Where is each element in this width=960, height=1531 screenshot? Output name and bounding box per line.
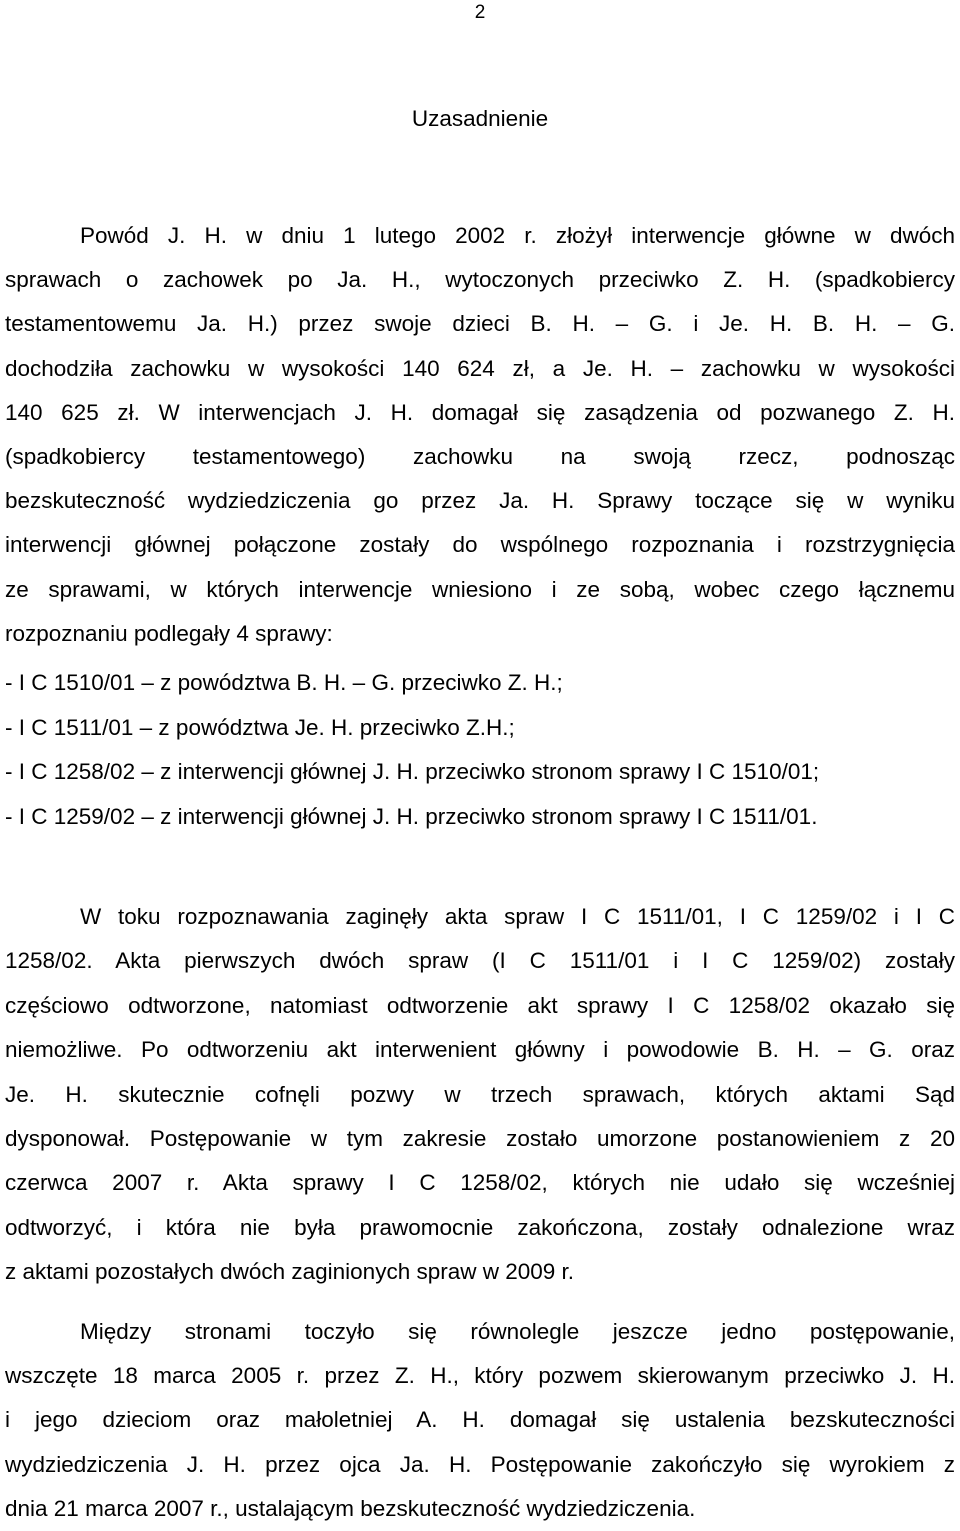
- text-line: Między stronami toczyło się równolegle jeszcze jedno postępowanie,: [80, 1319, 955, 1344]
- list-item: - I C 1258/02 – z interwencji głównej J. H. przeciwko stronom sprawy I C 1510/01;: [5, 759, 820, 784]
- paragraph-1: [5, 214, 955, 656]
- text-line: dysponował. Postępowanie w tym zakresie zostało umorzone postanowieniem z 20: [5, 1126, 955, 1152]
- text-line: i jego dzieciom oraz małoletniej A. H. domagał się ustalenia bezskuteczności: [5, 1407, 955, 1433]
- document-title: Uzasadnienie: [411, 106, 549, 131]
- text-line: z aktami pozostałych dwóch zaginionych spraw w 2009 r.: [5, 1259, 575, 1285]
- text-line: Je. H. skutecznie cofnęli pozwy w trzech sprawach, których aktami Sąd: [5, 1081, 955, 1107]
- text-line: bezskuteczność wydziedziczenia go przez Ja. H. Sprawy toczące się w wyniku: [5, 488, 955, 514]
- text-line: wydziedziczenia J. H. przez ojca Ja. H. Postępowanie zakończyło się wyrokiem z: [5, 1451, 955, 1477]
- text-line: ze sprawami, w których interwencje wniesiono i ze sobą, wobec czego łącznemu: [5, 576, 955, 602]
- text-line: sprawach o zachowek po Ja. H., wytoczonych przeciwko Z. H. (spadkobiercy: [5, 267, 955, 293]
- text-line: czerwca 2007 r. Akta sprawy I C 1258/02, których nie udało się wcześniej: [5, 1170, 955, 1196]
- text-line: częściowo odtworzone, natomiast odtworzenie akt sprawy I C 1258/02 okazało się: [5, 992, 955, 1018]
- text-line: dochodziła zachowku w wysokości 140 624 zł, a Je. H. – zachowku w wysokości: [5, 355, 955, 381]
- page-number: 2: [474, 2, 486, 23]
- text-line: rozpoznaniu podlegały 4 sprawy:: [5, 620, 333, 646]
- text-line: dnia 21 marca 2007 r., ustalającym bezskuteczność wydziedziczenia.: [5, 1495, 696, 1521]
- text-line: interwencji głównej połączone zostały do wspólnego rozpoznania i rozstrzygnięcia: [5, 532, 955, 558]
- text-line: wszczęte 18 marca 2005 r. przez Z. H., który pozwem skierowanym przeciwko J. H.: [5, 1363, 955, 1389]
- list-item: - I C 1510/01 – z powództwa B. H. – G. przeciwko Z. H.;: [5, 670, 563, 695]
- list-item: - I C 1259/02 – z interwencji głównej J. H. przeciwko stronom sprawy I C 1511/01.: [5, 803, 818, 829]
- paragraph-3: [5, 1310, 955, 1531]
- text-line: 1258/02. Akta pierwszych dwóch spraw (I C 1511/01 i I C 1259/02) zostały: [5, 948, 955, 974]
- paragraph-2: [5, 895, 955, 1295]
- text-line: odtworzyć, i która nie była prawomocnie zakończona, zostały odnalezione wraz: [5, 1214, 955, 1240]
- text-line: testamentowemu Ja. H.) przez swoje dzieci B. H. – G. i Je. H. B. H. – G.: [5, 311, 955, 337]
- text-line: W toku rozpoznawania zaginęły akta spraw I C 1511/01, I C 1259/02 i I C: [80, 904, 955, 929]
- case-list: [5, 661, 955, 839]
- text-line: niemożliwe. Po odtworzeniu akt interwenient główny i powodowie B. H. – G. oraz: [5, 1037, 955, 1063]
- text-line: 140 625 zł. W interwencjach J. H. domagał się zasądzenia od pozwanego Z. H.: [5, 399, 955, 425]
- text-line: (spadkobiercy testamentowego) zachowku na swoją rzecz, podnosząc: [5, 444, 955, 470]
- list-item: - I C 1511/01 – z powództwa Je. H. przeciwko Z.H.;: [5, 714, 515, 740]
- text-line: Powód J. H. w dniu 1 lutego 2002 r. złożył interwencje główne w dwóch: [80, 223, 955, 248]
